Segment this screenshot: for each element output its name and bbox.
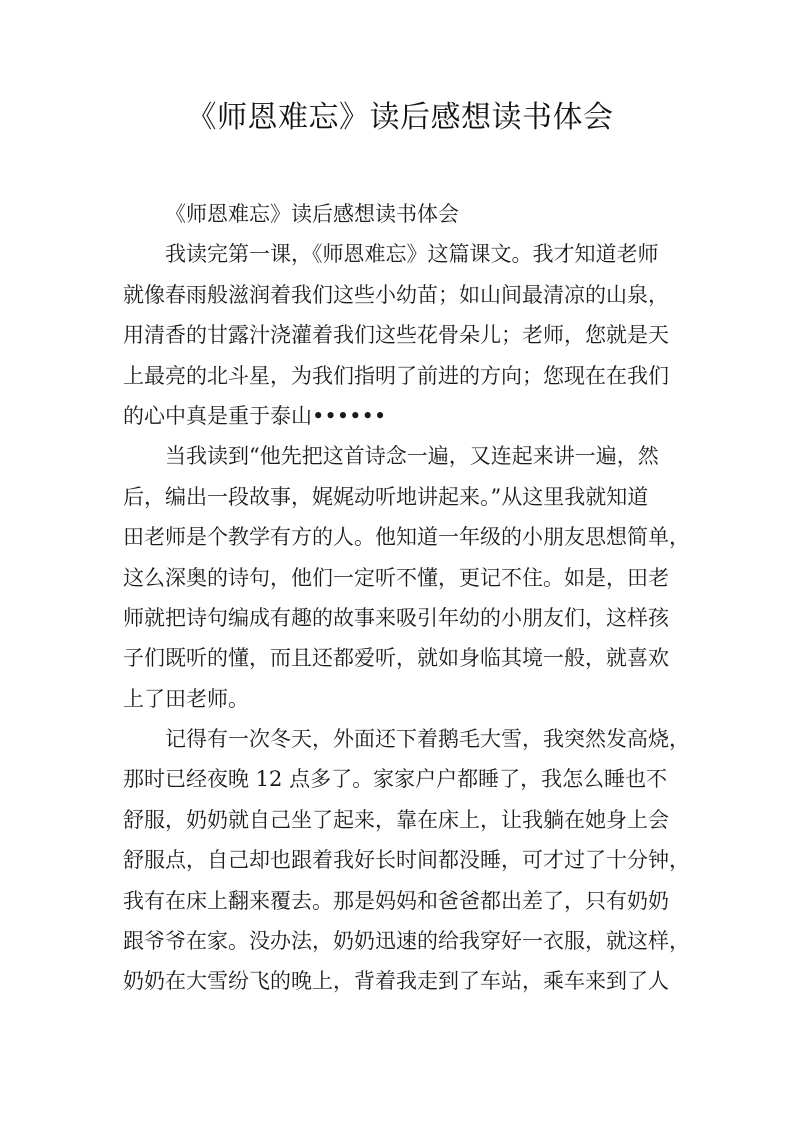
text-line: 的心中真是重于泰山•••••• [123, 403, 387, 428]
paragraph-2 [123, 436, 690, 719]
text-line: 就像春雨般滋润着我们这些小幼苗；如山间最清凉的山泉， [123, 282, 669, 307]
text-line: 我有在床上翻来覆去。那是妈妈和爸爸都出差了，只有奶奶 [123, 888, 669, 913]
text-line: 跟爷爷在家。没办法，奶奶迅速的给我穿好一衣服，就这样， [123, 929, 690, 954]
text-line: 舒服点，自己却也跟着我好长时间都没睡，可才过了十分钟， [123, 848, 690, 873]
text-line: 师就把诗句编成有趣的故事来吸引年幼的小朋友们，这样孩 [123, 605, 669, 630]
text-line: 那时已经夜晚 12 点多了。家家户户都睡了，我怎么睡也不 [123, 767, 668, 792]
text-line: 上了田老师。 [123, 686, 249, 711]
text-line: 记得有一次冬天，外面还下着鹅毛大雪，我突然发高烧， [165, 727, 690, 752]
paragraph-1 [123, 234, 683, 436]
text-line: 舒服，奶奶就自己坐了起来，靠在床上，让我躺在她身上会 [123, 807, 669, 832]
text-line: 当我读到“他先把这首诗念一遍，又连起来讲一遍，然 [165, 444, 659, 469]
document-body [123, 194, 690, 1002]
text-line: 用清香的甘露汁浇灌着我们这些花骨朵儿；老师，您就是天 [123, 323, 669, 348]
text-line: 我读完第一课，《师恩难忘》这篇课文。我才知道老师 [165, 242, 659, 267]
document-title: 《师恩难忘》读后感想读书体会 [186, 100, 614, 135]
text-line: 田老师是个教学有方的人。他知道一年级的小朋友思想简单， [123, 525, 690, 550]
text-line: 子们既听的懂，而且还都爱听，就如身临其境一般，就喜欢 [123, 646, 669, 671]
text-line: 上最亮的北斗星，为我们指明了前进的方向；您现在在我们 [123, 363, 669, 388]
paragraph-3 [123, 719, 690, 1002]
document-subtitle: 《师恩难忘》读后感想读书体会 [165, 202, 459, 226]
text-line: 奶奶在大雪纷飞的晚上，背着我走到了车站，乘车来到了人 [123, 969, 669, 994]
text-line: 后，编出一段故事，娓娓动听地讲起来。”从这里我就知道 [123, 484, 649, 509]
text-line: 这么深奥的诗句，他们一定听不懂，更记不住。如是，田老 [123, 565, 669, 590]
